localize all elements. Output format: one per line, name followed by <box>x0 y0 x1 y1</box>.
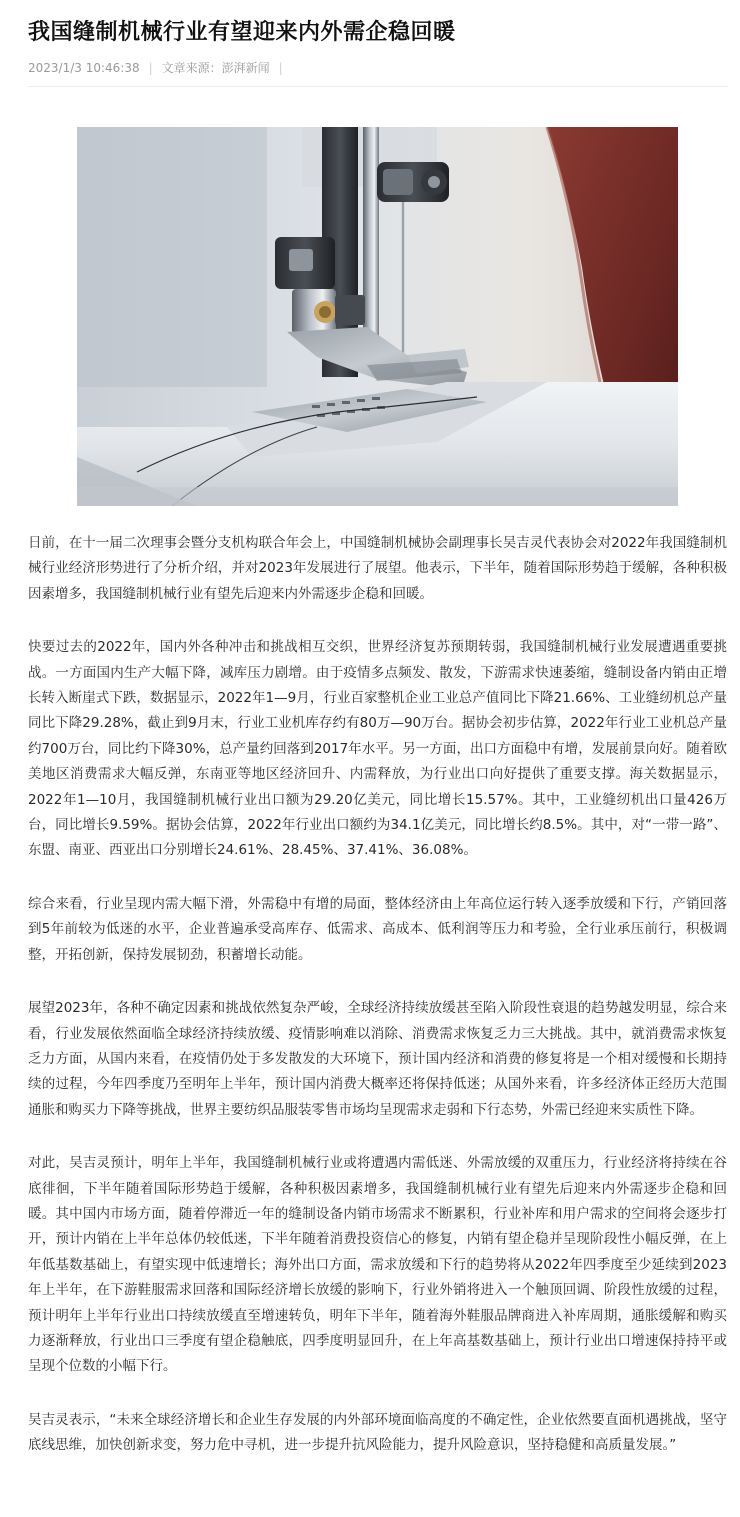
paragraph-2023-outlook: 展望2023年，各种不确定因素和挑战依然复杂严峻，全球经济持续放缓甚至陷入阶段性衰退的趋势越发明显，综合来看，行业发展依然面临全球经济持续放缓、疫情影响难以消除、消费需求恢复乏力三大挑战。其中，就消费需求恢复乏力方面，从国内来看，在疫情仍处于多发散发的大环境下，预计国内经济和消费的修复将是一个相对缓慢和长期持续的过程，今年四季度乃至明年上半年，预计国内消费大概率还将保持低迷；从国外来看，许多经济体正经历大范围通胀和购买力下降等挑战，世界主要纺织品服装零售市场均呈现需求走弱和下行态势，外需已经迎来实质性下降。 <box>28 1000 727 1118</box>
article-photo <box>77 127 678 506</box>
article-meta <box>28 59 728 77</box>
paragraph-intro: 日前，在十一届二次理事会暨分支机构联合年会上，中国缝制机械协会副理事长吴吉灵代表协会对2022年我国缝制机械行业经济形势进行了分析介绍，并对2023年发展进行了展望。他表示，下半年，随着国际形势趋于缓解，各种积极因素增多，我国缝制机械行业有望先后迎来内外需逐步企稳和回暖。 <box>28 535 727 602</box>
article-title: 我国缝制机械行业有望迎来内外需企稳回暖 <box>28 20 456 45</box>
meta-separator-trailing: | <box>278 61 283 75</box>
paragraph-summary: 综合来看，行业呈现内需大幅下滑，外需稳中有增的局面，整体经济由上年高位运行转入逐季放缓和下行，产销回落到5年前较为低迷的水平，企业普遍承受高库存、低需求、高成本、低利润等压力和考验，全行业承压前行，积极调整，开拓创新，保持发展韧劲，积蓄增长动能。 <box>28 895 727 963</box>
article-header <box>28 0 728 87</box>
paragraph-2022-review: 快要过去的2022年，国内外各种冲击和挑战相互交织，世界经济复苏预期转弱，我国缝制机械行业发展遭遇重要挑战。一方面国内生产大幅下降，减库压力剧增。由于疫情多点频发、散发，下游需求快速萎缩，缝制设备内销由正增长转入断崖式下跌，数据显示，2022年1—9月，行业百家整机企业工业总产值同比下降21.66%、工业缝纫机总产量同比下降29.28%，截止到9月末，行业工业机库存约有80万—90万台。据协会初步估算，2022年行业工业机总产量约700万台，同比约下降30%，总产量约回落到2017年水平。另一方面，出口方面稳中有增，发展前景向好。随着欧美地区消费需求大幅反弹，东南亚等地区经济回升、内需释放，为行业出口向好提供了重要支撑。海关数据显示，2022年1—10月，我国缝制机械行业出口额为29.20亿美元，同比增长15.57%。其中，工业缝纫机出口量426万台，同比增长9.59%。据协会估算，2022年行业出口额约为34.1亿美元，同比增长约8.5%。其中，对“一带一路”、东盟、南亚、西亚出口分别增长24.61%、28.45%、37.41%、36.08%。 <box>28 639 727 859</box>
paragraph-quote: 吴吉灵表示，“未来全球经济增长和企业生存发展的内外部环境面临高度的不确定性，企业依然要直面机遇挑战，坚守底线思维，加快创新求变，努力危中寻机，进一步提升抗风险能力，提升风险意识，坚持稳健和高质量发展。” <box>28 1411 727 1454</box>
paragraph-forecast: 对此，吴吉灵预计，明年上半年，我国缝制机械行业或将遭遇内需低迷、外需放缓的双重压力，行业经济将持续在谷底徘徊，下半年随着国际形势趋于缓解，各种积极因素增多，我国缝制机械行业有望先后迎来内外需逐步企稳和回暖。其中国内市场方面，随着停滞近一年的缝制设备内销市场需求不断累积，行业补库和用户需求的空间将会逐步打开，预计内销在上半年总体仍较低迷，下半年随着消费投资信心的修复，内销有望企稳并呈现阶段性小幅反弹，在上年低基数基础上，有望实现中低速增长；海外出口方面，需求放缓和下行的趋势将从2022年四季度至少延续到2023年上半年，在下游鞋服需求回落和国际经济增长放缓的影响下，行业外销将进入一个触顶回调、阶段性放缓的过程，预计明年上半年行业出口持续放缓直至增速转负，明年下半年，随着海外鞋服品牌商进入补库周期，通胀缓解和购买力逐渐释放，行业出口三季度有望企稳触底，四季度明显回升，在上年高基数基础上，预计行业出口增速保持持平或呈现个位数的小幅下行。 <box>28 1155 727 1375</box>
article-source: 文章来源：澎湃新闻 <box>161 61 270 75</box>
publish-datetime: 2023/1/3 10:46:38 <box>28 61 140 75</box>
article-body <box>28 531 727 1487</box>
sewing-machine-image <box>77 127 678 506</box>
header-divider <box>28 86 728 87</box>
meta-separator: | <box>148 61 153 75</box>
